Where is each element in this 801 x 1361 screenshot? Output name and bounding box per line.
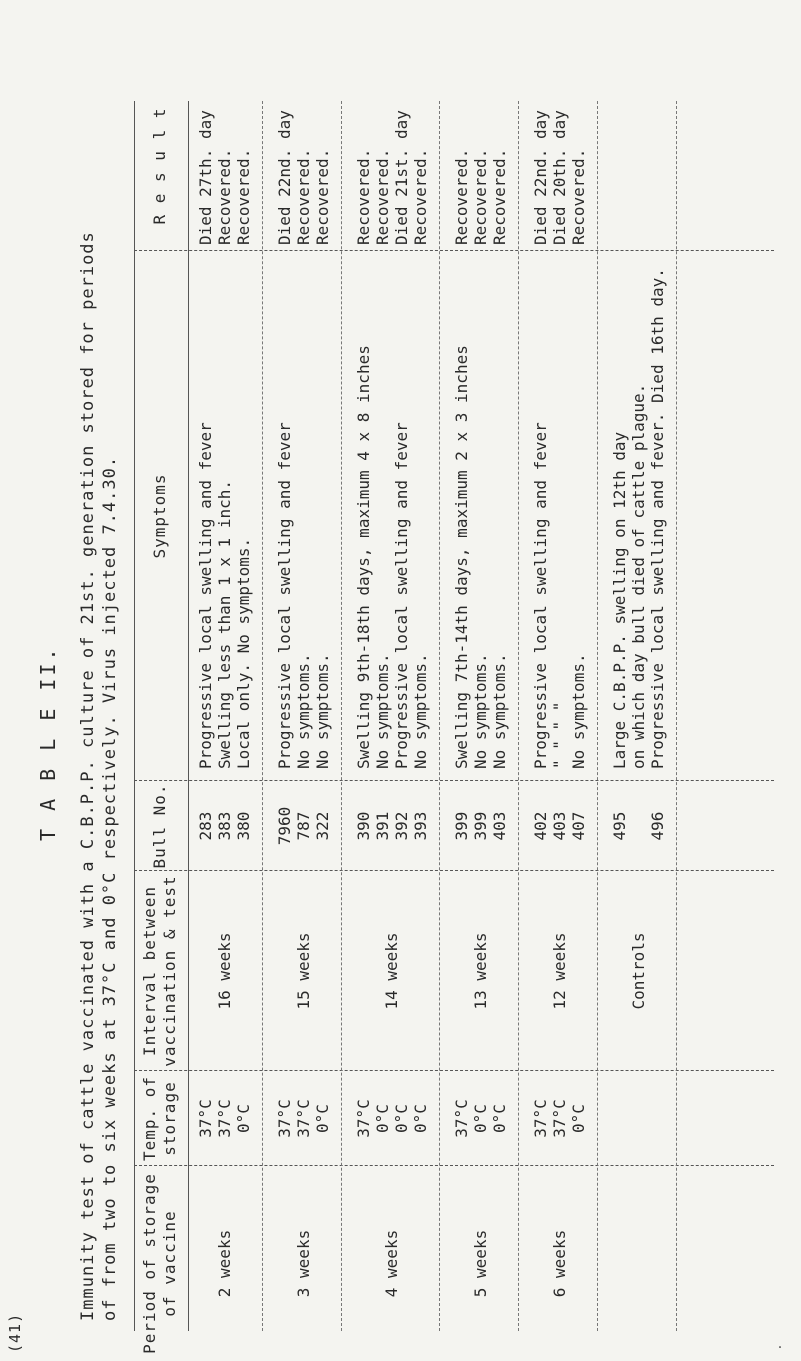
symptoms-cell: Progressive local swelling and fever. Died 16th day.: [648, 268, 667, 769]
temp-cell: 37°C: [294, 1099, 313, 1138]
header-bull: Bull No.: [150, 783, 169, 869]
period-cell: 3 weeks: [294, 1229, 313, 1298]
temp-cell: 37°C: [452, 1099, 471, 1138]
symptoms-cell: Large C.B.P.P. swelling on 12th day: [610, 431, 629, 769]
bull-cell: 7960: [275, 806, 294, 846]
header-period-line-2: of vaccine: [160, 1210, 179, 1317]
temp-cell: 37°C: [215, 1099, 234, 1138]
caption-line-1: Immunity test of cattle vaccinated with a C.B.P.P. culture of 21st. generation stored for periods: [78, 231, 98, 1321]
temp-cell: 0°C: [569, 1104, 588, 1133]
header-top-rule: [134, 101, 135, 1331]
interval-cell: 14 weeks: [382, 932, 401, 1010]
header-period-line-1: Period of storage: [140, 1173, 159, 1354]
period-cell: 6 weeks: [550, 1229, 569, 1298]
bull-cell: 391: [373, 811, 392, 841]
symptoms-cell: Progressive local swelling and fever: [275, 422, 294, 769]
bull-cell: 402: [531, 811, 550, 841]
temp-cell: 0°C: [490, 1104, 509, 1133]
result-cell: Recovered.: [569, 148, 588, 245]
result-cell: Recovered.: [215, 148, 234, 245]
result-cell: Recovered.: [373, 148, 392, 245]
temp-cell: 37°C: [531, 1099, 550, 1138]
result-cell: Recovered.: [354, 148, 373, 245]
group-separator: [597, 101, 598, 1331]
period-cell: 4 weeks: [382, 1229, 401, 1298]
temp-cell: 0°C: [373, 1104, 392, 1133]
symptoms-cell: Swelling 9th-18th days, maximum 4 x 8 inches: [354, 345, 373, 769]
header-result: R e s u l t: [150, 107, 169, 225]
header-temp: [140, 1071, 180, 1166]
interval-cell: 16 weeks: [215, 932, 234, 1010]
result-cell: Recovered.: [313, 148, 332, 245]
temp-cell: 37°C: [354, 1099, 373, 1138]
symptoms-cell: Swelling less than 1 x 1 inch.: [215, 480, 234, 769]
bull-cell: 383: [215, 811, 234, 841]
bull-cell: 495: [610, 811, 629, 841]
symptoms-cell: No symptoms.: [313, 653, 332, 769]
period-cell: 5 weeks: [471, 1229, 490, 1298]
bull-cell: 399: [452, 811, 471, 841]
bull-cell: 787: [294, 811, 313, 841]
result-cell: Died 22nd. day: [531, 110, 550, 245]
bull-cell: 380: [234, 811, 253, 841]
symptoms-cell: Local only. No symptoms.: [234, 537, 253, 769]
bull-cell: 283: [196, 811, 215, 841]
result-cell: Recovered.: [411, 148, 430, 245]
interval-cell: Controls: [629, 932, 648, 1010]
header-bottom-rule: [188, 101, 189, 1331]
page-number: (41): [6, 1312, 24, 1353]
interval-cell: 13 weeks: [471, 932, 490, 1010]
symptoms-cell: No symptoms.: [411, 653, 430, 769]
header-temp-line-2: storage: [160, 1081, 179, 1156]
temp-cell: 37°C: [275, 1099, 294, 1138]
result-cell: Recovered.: [234, 148, 253, 245]
bull-cell: 399: [471, 811, 490, 841]
result-cell: Died 20th. day: [550, 110, 569, 245]
result-cell: Died 22nd. day: [275, 110, 294, 245]
group-separator: [262, 101, 263, 1331]
result-cell: Recovered.: [471, 148, 490, 245]
bull-cell: 390: [354, 811, 373, 841]
symptoms-cell: Swelling 7th-14th days, maximum 2 x 3 inches: [452, 345, 471, 769]
header-symptoms: Symptoms: [150, 473, 169, 559]
temp-cell: 0°C: [471, 1104, 490, 1133]
symptoms-cell: Progressive local swelling and fever: [392, 422, 411, 769]
group-separator: [439, 101, 440, 1331]
interval-cell: 15 weeks: [294, 932, 313, 1010]
header-temp-line-1: Temp. of: [140, 1075, 159, 1162]
result-cell: Died 21st. day: [392, 110, 411, 245]
group-separator: [676, 101, 677, 1331]
result-cell: Recovered.: [490, 148, 509, 245]
bull-cell: 322: [313, 811, 332, 841]
symptoms-cell: No symptoms.: [490, 653, 509, 769]
temp-cell: 37°C: [550, 1099, 569, 1138]
caption-line-2: of from two to six weeks at 37°C and 0°C respectively. Virus injected 7.4.30.: [100, 455, 120, 1321]
temp-cell: 0°C: [234, 1104, 253, 1133]
bull-cell: 393: [411, 811, 430, 841]
scan-mark: .: [770, 1343, 785, 1351]
bull-cell: 403: [550, 811, 569, 841]
symptoms-cell: Progressive local swelling and fever: [531, 422, 550, 769]
bull-cell: 407: [569, 811, 588, 841]
result-cell: Died 27th. day: [196, 110, 215, 245]
temp-cell: 37°C: [196, 1099, 215, 1138]
bull-cell: 496: [648, 811, 667, 841]
header-interval-line-1: Interval between: [140, 885, 159, 1057]
symptoms-cell: Progressive local swelling and fever: [196, 422, 215, 769]
temp-cell: 0°C: [392, 1104, 411, 1133]
header-interval: [140, 871, 180, 1071]
symptoms-cell: No symptoms.: [471, 653, 490, 769]
result-cell: Recovered.: [452, 148, 471, 245]
symptoms-cell: No symptoms.: [294, 653, 313, 769]
symptoms-cell: on which day bull died of cattle plague.: [629, 383, 648, 769]
header-period: [140, 1166, 180, 1361]
period-cell: 2 weeks: [215, 1229, 234, 1298]
temp-cell: 0°C: [411, 1104, 430, 1133]
symptoms-cell: " " " ": [550, 701, 569, 769]
symptoms-cell: No symptoms.: [569, 653, 588, 769]
temp-cell: 0°C: [313, 1104, 332, 1133]
bull-cell: 392: [392, 811, 411, 841]
interval-cell: 12 weeks: [550, 932, 569, 1010]
table-title: T A B L E II.: [36, 645, 60, 841]
bull-cell: 403: [490, 811, 509, 841]
group-separator: [518, 101, 519, 1331]
group-separator: [341, 101, 342, 1331]
header-interval-line-2: vaccination & test: [160, 875, 179, 1067]
symptoms-cell: No symptoms.: [373, 653, 392, 769]
result-cell: Recovered.: [294, 148, 313, 245]
